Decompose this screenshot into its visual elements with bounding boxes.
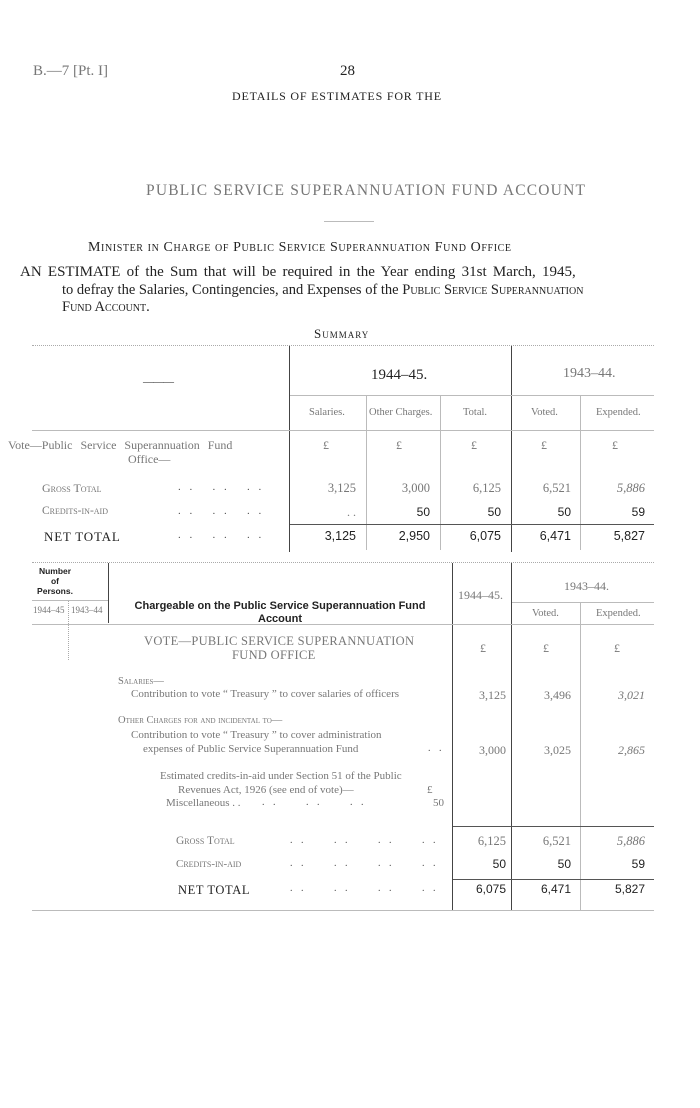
- detail-bottom-rule: [32, 910, 654, 911]
- summary-vline-3: [580, 395, 581, 550]
- summary-gross-salaries: 3,125: [327, 481, 356, 495]
- detail-salaries-current: 3,125: [479, 688, 506, 702]
- summary-credits-voted: 50: [557, 505, 571, 519]
- detail-top-rule: [32, 562, 654, 563]
- detail-other-current: 3,000: [479, 743, 506, 757]
- detail-vline-persons: [108, 563, 109, 623]
- summary-currency-salaries: £: [323, 438, 329, 452]
- estimate-line-2-text: to defray the Salaries, Contingencies, and Expenses of the: [62, 282, 399, 298]
- estimate-line-2-account: Public Service Superannuation: [402, 282, 584, 298]
- summary-col-voted: Voted.: [531, 407, 558, 418]
- summary-col-salaries: Salaries.: [309, 407, 345, 418]
- account-title: PUBLIC SERVICE SUPERANNUATION FUND ACCOUNT: [146, 182, 587, 199]
- summary-net-rule: [290, 524, 654, 525]
- detail-currency-expended: £: [614, 641, 620, 655]
- detail-salaries-label: Salaries—: [118, 676, 164, 687]
- detail-vote-heading-2: FUND OFFICE: [232, 648, 316, 662]
- detail-other-voted: 3,025: [544, 743, 571, 757]
- detail-credits-expended: 59: [631, 857, 645, 871]
- summary-gross-label: Gross Total: [42, 481, 102, 495]
- title-divider: [324, 221, 374, 222]
- summary-col-total: Total.: [463, 407, 488, 418]
- detail-other-expended: 2,865: [618, 743, 645, 757]
- detail-gross-expended: 5,886: [616, 834, 645, 848]
- detail-net-rule: [453, 879, 654, 880]
- summary-vline-1: [366, 395, 367, 550]
- summary-header-rule: [290, 395, 654, 396]
- detail-net-label: NET TOTAL: [178, 883, 251, 897]
- estimate-line-1: AN ESTIMATE of the Sum that will be required in the Year ending 31st March, 1945,: [20, 264, 576, 280]
- summary-vline-years: [511, 346, 512, 552]
- detail-credits-note-2: Revenues Act, 1926 (see end of vote)—: [178, 784, 354, 796]
- detail-net-dots: . . . . . . . .: [290, 883, 439, 894]
- page-subtitle: DETAILS OF ESTIMATES FOR THE: [232, 89, 442, 103]
- summary-currency-other: £: [396, 438, 402, 452]
- summary-currency-voted: £: [541, 438, 547, 452]
- detail-net-expended: 5,827: [614, 882, 645, 896]
- detail-credits-note-1: Estimated credits-in-aid under Section 51 of the Public: [160, 770, 402, 782]
- summary-year-current: 1944–45.: [371, 367, 428, 383]
- detail-credits-voted: 50: [557, 857, 571, 871]
- detail-vline-persons-split: [68, 600, 69, 660]
- summary-col-other: Other Charges.: [369, 407, 433, 418]
- summary-gross-total: 6,125: [472, 481, 501, 495]
- summary-label: Summary: [314, 326, 370, 341]
- detail-persons-header: Number of Persons.: [37, 566, 73, 596]
- detail-misc-dots: . . . . . .: [262, 797, 367, 808]
- detail-chargeable-line-1: Chargeable on the Public Service Superannuation Fund: [134, 600, 426, 612]
- summary-net-salaries: 3,125: [324, 529, 356, 543]
- detail-other-label: Other Charges for and incidental to—: [118, 715, 283, 726]
- summary-currency-expended: £: [612, 438, 618, 452]
- detail-credits-dots: . . . . . . . .: [290, 858, 439, 869]
- detail-persons-year-previous: 1943–44: [71, 605, 103, 615]
- summary-col-expended: Expended.: [596, 407, 641, 418]
- detail-gross-dots: . . . . . . . .: [290, 835, 439, 846]
- detail-currency-voted: £: [543, 641, 549, 655]
- detail-credits-note-currency: £: [427, 784, 433, 796]
- summary-gross-expended: 5,886: [616, 481, 645, 495]
- detail-previous-rule: [512, 602, 654, 603]
- detail-chargeable-line-2: Account: [258, 613, 302, 625]
- detail-vline-voted: [580, 602, 581, 910]
- detail-col-expended: Expended.: [596, 608, 641, 619]
- detail-vote-heading-1: VOTE—PUBLIC SERVICE SUPERANNUATION: [144, 634, 415, 648]
- summary-dash: ———: [143, 376, 173, 388]
- page-number: 28: [340, 63, 355, 79]
- minister-line: Minister in Charge of Public Service Superannuation Fund Office: [88, 240, 512, 255]
- detail-gross-current: 6,125: [477, 834, 506, 848]
- detail-gross-label: Gross Total: [176, 835, 235, 847]
- summary-vline-label: [289, 346, 290, 552]
- summary-net-dots: . . . . . .: [178, 529, 265, 541]
- detail-other-text-1: Contribution to vote “ Treasury ” to cover administration: [131, 729, 382, 741]
- estimate-line-2: [62, 282, 583, 299]
- estimate-line-3: Fund Account.: [62, 299, 150, 315]
- detail-net-current: 6,075: [475, 882, 506, 896]
- detail-persons-year-current: 1944–45: [33, 605, 65, 615]
- detail-other-text-2: expenses of Public Service Superannuation Fund: [143, 743, 359, 755]
- summary-vote-line-2: Office—: [128, 452, 171, 466]
- detail-other-dots: . .: [428, 743, 445, 754]
- summary-year-previous: 1943–44.: [563, 366, 616, 381]
- summary-credits-expended: 59: [631, 505, 645, 519]
- summary-credits-label: Credits-in-aid: [42, 505, 108, 517]
- summary-net-label: NET TOTAL: [44, 529, 121, 544]
- detail-col-voted: Voted.: [532, 608, 559, 619]
- summary-gross-other: 3,000: [401, 481, 430, 495]
- summary-credits-salaries: . .: [347, 505, 356, 519]
- detail-salaries-text: Contribution to vote “ Treasury ” to cover salaries of officers: [131, 688, 400, 700]
- detail-salaries-expended: 3,021: [618, 688, 645, 702]
- summary-net-voted: 6,471: [539, 529, 571, 543]
- detail-salaries-voted: 3,496: [544, 688, 571, 702]
- detail-year-current: 1944–45.: [458, 588, 503, 602]
- detail-year-previous: 1943–44.: [564, 579, 609, 593]
- detail-currency-current: £: [480, 641, 486, 655]
- summary-vote-line-1: Vote—Public Service Superannuation Fund: [8, 438, 233, 452]
- detail-vline-current: [452, 563, 453, 910]
- summary-gross-voted: 6,521: [542, 481, 571, 495]
- summary-net-other: 2,950: [398, 529, 430, 543]
- detail-misc-label: Miscellaneous . .: [166, 797, 241, 809]
- detail-net-voted: 6,471: [540, 882, 571, 896]
- detail-gross-rule: [453, 826, 654, 827]
- summary-net-expended: 5,827: [613, 529, 645, 543]
- summary-credits-dots: . . . . . .: [178, 505, 265, 517]
- detail-misc-value: 50: [433, 797, 444, 809]
- summary-currency-total: £: [471, 438, 477, 452]
- summary-colhead-rule: [32, 430, 654, 431]
- summary-gross-dots: . . . . . .: [178, 481, 265, 493]
- detail-vline-previous: [511, 563, 512, 910]
- summary-top-rule: [32, 345, 654, 346]
- detail-persons-rule: [32, 600, 108, 601]
- detail-credits-label: Credits-in-aid: [176, 858, 242, 870]
- summary-net-total: 6,075: [469, 529, 501, 543]
- detail-credits-current: 50: [492, 857, 506, 871]
- summary-vline-2: [440, 395, 441, 550]
- detail-gross-voted: 6,521: [542, 834, 571, 848]
- page-reference: B.—7 [Pt. I]: [33, 63, 108, 79]
- summary-credits-total: 50: [487, 505, 501, 519]
- summary-credits-other: 50: [416, 505, 430, 519]
